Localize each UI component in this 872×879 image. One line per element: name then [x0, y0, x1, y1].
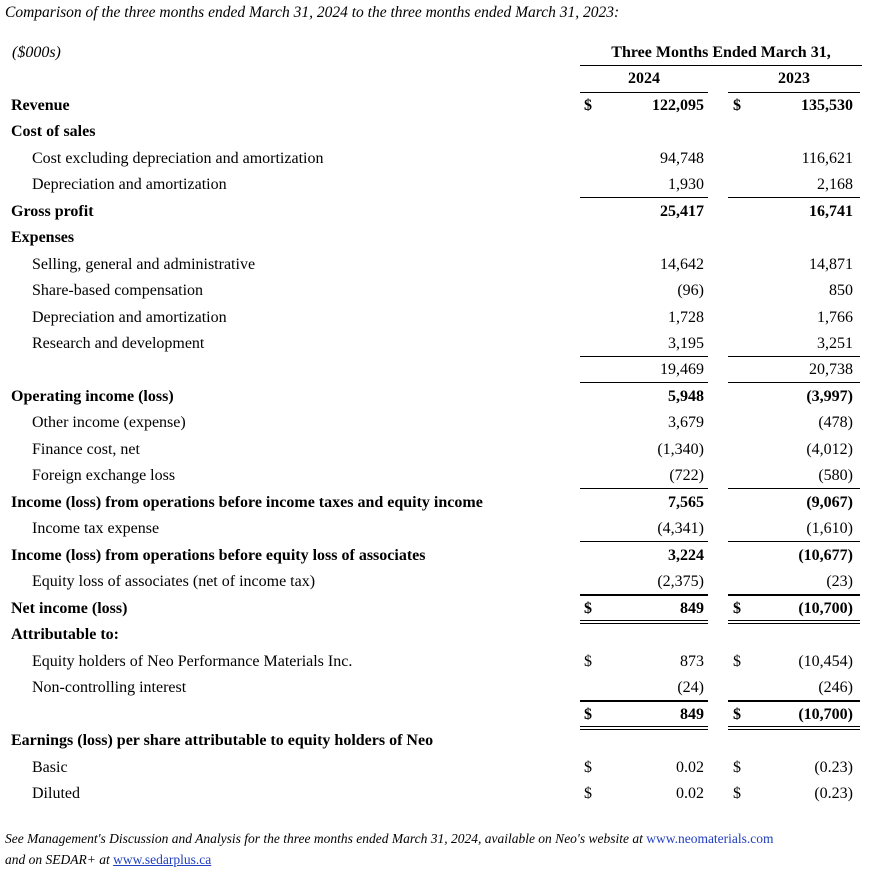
table-row — [0, 278, 872, 304]
value-2024: 3,224 — [668, 547, 704, 564]
value-2023: 16,741 — [809, 203, 853, 220]
row-label: Income (loss) from operations before income taxes and equity income — [11, 494, 483, 511]
value-2023: 2,168 — [817, 176, 853, 193]
value-2023: (0.23) — [814, 759, 853, 776]
value-2023: 14,871 — [809, 256, 853, 273]
value-2024: (2,375) — [657, 573, 704, 590]
row-label: Income (loss) from operations before equity loss of associates — [11, 547, 426, 564]
value-2024: 7,565 — [668, 494, 704, 511]
value-2024: (1,340) — [657, 441, 704, 458]
table-row — [0, 622, 872, 648]
table-row — [0, 357, 872, 383]
currency-2024: $ — [584, 785, 592, 802]
underline-rule — [580, 488, 708, 489]
value-2024: 873 — [680, 653, 704, 670]
row-label: Depreciation and amortization — [32, 309, 227, 326]
table-row — [0, 516, 872, 542]
period-header: Three Months Ended March 31, — [611, 44, 831, 61]
underline-rule — [728, 620, 860, 621]
value-2024: 849 — [680, 706, 704, 723]
neomaterials-link[interactable]: www.neomaterials.com — [646, 831, 774, 846]
underline-rule — [580, 541, 708, 542]
row-label: Depreciation and amortization — [32, 176, 227, 193]
row-label: Expenses — [11, 229, 75, 246]
table-row — [0, 305, 872, 331]
table-row — [0, 728, 872, 754]
year-header-2024: 2024 — [628, 70, 660, 87]
row-label: Foreign exchange loss — [32, 467, 176, 484]
row-label: Research and development — [32, 335, 205, 352]
year-header-2023: 2023 — [778, 70, 810, 87]
table-row — [0, 596, 872, 622]
period-header-rule — [580, 65, 862, 66]
row-label: Cost excluding depreciation and amortization — [32, 150, 324, 167]
currency-2024: $ — [584, 759, 592, 776]
row-label: Non-controlling interest — [32, 679, 187, 696]
underline-rule — [580, 726, 708, 727]
table-row — [0, 119, 872, 145]
currency-2024: $ — [584, 706, 592, 723]
table-row — [0, 331, 872, 357]
value-2024: 1,728 — [668, 309, 704, 326]
table-row — [0, 649, 872, 675]
currency-2023: $ — [733, 785, 741, 802]
row-label: Operating income (loss) — [11, 388, 174, 405]
underline-rule — [728, 488, 860, 489]
currency-2024: $ — [584, 653, 592, 670]
underline-rule — [580, 382, 708, 383]
sedarplus-link[interactable]: www.sedarplus.ca — [113, 852, 212, 867]
value-2023: (580) — [818, 467, 853, 484]
value-2024: 122,095 — [652, 97, 704, 114]
underline-rule — [580, 620, 708, 621]
row-label: Finance cost, net — [32, 441, 140, 458]
table-row — [0, 781, 872, 807]
table-row — [0, 93, 872, 119]
unit-label: ($000s) — [12, 44, 61, 61]
value-2023: 20,738 — [809, 361, 853, 378]
currency-2023: $ — [733, 759, 741, 776]
currency-2023: $ — [733, 706, 741, 723]
value-2023: (9,067) — [806, 494, 853, 511]
value-2023: (4,012) — [806, 441, 853, 458]
currency-2024: $ — [584, 97, 592, 114]
table-row — [0, 543, 872, 569]
value-2024: 3,195 — [668, 335, 704, 352]
underline-rule — [580, 197, 708, 198]
table-row — [0, 569, 872, 595]
row-label: Gross profit — [11, 203, 94, 220]
value-2023: (478) — [818, 414, 853, 431]
value-2023: 135,530 — [801, 97, 853, 114]
row-label: Diluted — [32, 785, 80, 802]
table-row — [0, 384, 872, 410]
row-label: Revenue — [11, 97, 70, 114]
value-2024: 14,642 — [660, 256, 704, 273]
value-2023: 116,621 — [801, 150, 853, 167]
footnote — [5, 828, 865, 870]
value-2023: (3,997) — [806, 388, 853, 405]
underline-rule — [580, 701, 708, 702]
currency-2024: $ — [584, 600, 592, 617]
currency-2023: $ — [733, 653, 741, 670]
row-label: Equity holders of Neo Performance Materials Inc. — [32, 653, 353, 670]
row-label: Basic — [32, 759, 68, 776]
row-label: Cost of sales — [11, 123, 96, 140]
underline-rule — [580, 595, 708, 596]
value-2024: 0.02 — [676, 785, 704, 802]
table-row — [0, 252, 872, 278]
value-2023: (1,610) — [806, 520, 853, 537]
row-label: Income tax expense — [32, 520, 160, 537]
value-2024: 94,748 — [660, 150, 704, 167]
value-2024: (4,341) — [657, 520, 704, 537]
value-2024: 849 — [680, 600, 704, 617]
value-2023: 1,766 — [817, 309, 853, 326]
value-2023: 3,251 — [817, 335, 853, 352]
value-2024: (722) — [669, 467, 704, 484]
row-label: Attributable to: — [11, 626, 119, 643]
table-row — [0, 146, 872, 172]
row-label: Equity loss of associates (net of income tax) — [32, 573, 316, 590]
value-2024: 5,948 — [668, 388, 704, 405]
underline-rule — [728, 382, 860, 383]
value-2024: (96) — [677, 282, 704, 299]
row-label: Selling, general and administrative — [32, 256, 256, 273]
value-2023: (10,700) — [798, 706, 853, 723]
underline-rule — [728, 197, 860, 198]
footnote-text-1: See Management's Discussion and Analysis for the three months ended March 31, 2024, available on Neo's website at — [5, 831, 647, 846]
value-2024: 1,930 — [668, 176, 704, 193]
value-2024: 25,417 — [660, 203, 704, 220]
table-row — [0, 225, 872, 251]
value-2023: 850 — [829, 282, 853, 299]
value-2023: (23) — [826, 573, 853, 590]
table-row — [0, 410, 872, 436]
table-row — [0, 172, 872, 198]
value-2023: (0.23) — [814, 785, 853, 802]
table-row — [0, 463, 872, 489]
value-2024: (24) — [677, 679, 704, 696]
underline-rule — [728, 595, 860, 596]
value-2024: 3,679 — [668, 414, 704, 431]
table-row — [0, 755, 872, 781]
table-row — [0, 675, 872, 701]
value-2023: (10,454) — [798, 653, 853, 670]
underline-rule — [728, 726, 860, 727]
row-label: Earnings (loss) per share attributable to equity holders of Neo — [11, 732, 434, 749]
table-row — [0, 199, 872, 225]
value-2024: 0.02 — [676, 759, 704, 776]
row-label: Other income (expense) — [32, 414, 186, 431]
currency-2023: $ — [733, 97, 741, 114]
value-2023: (10,677) — [798, 547, 853, 564]
value-2024: 19,469 — [660, 361, 704, 378]
value-2023: (10,700) — [798, 600, 853, 617]
table-row — [0, 437, 872, 463]
table-row — [0, 702, 872, 728]
underline-rule — [728, 541, 860, 542]
table-caption: Comparison of the three months ended March 31, 2024 to the three months ended March 31, 2023: — [5, 4, 620, 21]
row-label: Net income (loss) — [11, 600, 128, 617]
table-row — [0, 490, 872, 516]
underline-rule — [728, 701, 860, 702]
currency-2023: $ — [733, 600, 741, 617]
value-2023: (246) — [818, 679, 853, 696]
footnote-text-2: and on SEDAR+ at — [5, 852, 114, 867]
row-label: Share-based compensation — [32, 282, 204, 299]
